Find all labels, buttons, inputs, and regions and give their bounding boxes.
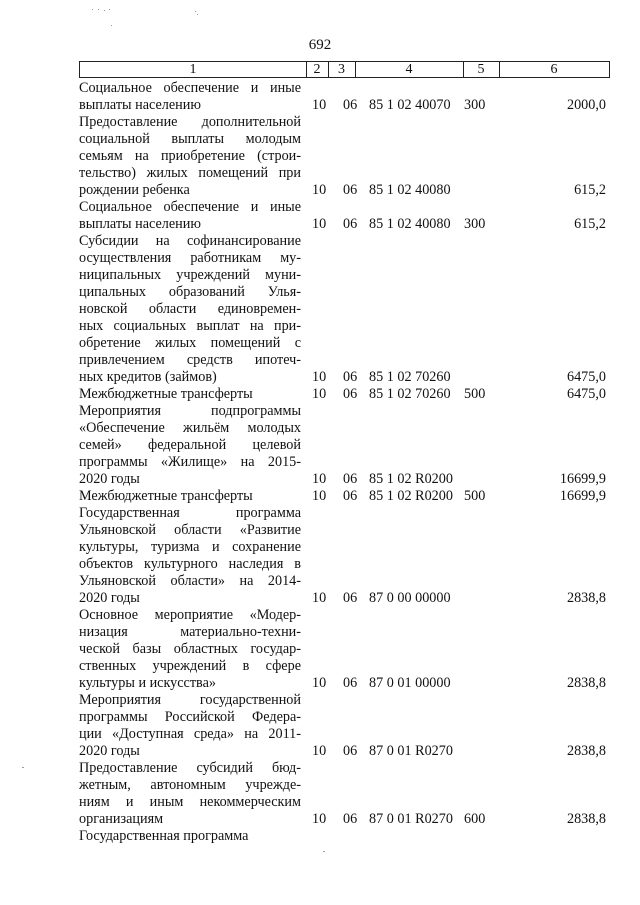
section-code: 10 [312, 488, 327, 504]
speck [323, 851, 325, 852]
page-number: 692 [308, 37, 332, 53]
table-row [79, 607, 619, 692]
amount: 2838,8 [566, 743, 606, 759]
description-line: жетным, автономным учрежде- [79, 777, 301, 793]
amount: 2838,8 [566, 590, 606, 606]
description-line: выплаты населению [79, 97, 201, 113]
subsection-code: 06 [343, 590, 358, 606]
table-row [79, 488, 619, 505]
subsection-code: 06 [343, 743, 358, 759]
subsection-code: 06 [343, 369, 358, 385]
description-line: семьям на приобретение (строи- [79, 148, 301, 164]
description-line: Государственная программа [79, 828, 249, 844]
description-line: организациям [79, 811, 164, 827]
description-line: Мероприятия подпрограммы [79, 403, 301, 419]
description-line: Государственная программа [79, 505, 301, 521]
target-article-code: 85 1 02 40070 [369, 97, 451, 113]
description-line: Межбюджетные трансферты [79, 488, 253, 504]
target-article-code: 87 0 01 R0270 [369, 743, 453, 759]
description-line: ческой базы областных государ- [79, 641, 301, 657]
amount: 6475,0 [566, 369, 606, 385]
description-line: культуры и искусства» [79, 675, 216, 691]
row-description [79, 233, 301, 386]
section-code: 10 [312, 471, 327, 487]
description-line: Межбюджетные трансферты [79, 386, 253, 402]
description-line: объектов культурного наследия в [79, 556, 301, 572]
description-line: ниципальных учреждений муни- [79, 267, 301, 283]
speck [98, 9, 99, 10]
table-row [79, 828, 619, 845]
description-line: Социальное обеспечение и иные [79, 80, 301, 96]
subsection-code: 06 [343, 471, 358, 487]
header-col-1: 1 [189, 62, 197, 77]
description-line: Социальное обеспечение и иные [79, 199, 301, 215]
amount: 615,2 [574, 216, 606, 232]
section-code: 10 [312, 386, 327, 402]
description-line: ных кредитов (займов) [79, 369, 217, 385]
header-col-5: 5 [477, 62, 485, 77]
description-line: социальной выплаты молодым [79, 131, 301, 147]
target-article-code: 85 1 02 R0200 [369, 471, 453, 487]
description-line: программы Российской Федера- [79, 709, 301, 725]
speck [92, 9, 93, 10]
speck [22, 767, 24, 768]
table-row [79, 505, 619, 607]
table-header [79, 61, 610, 78]
target-article-code: 87 0 01 00000 [369, 675, 451, 691]
table-row [79, 692, 619, 760]
description-line: Основное мероприятие «Модер- [79, 607, 301, 623]
section-code: 10 [312, 369, 327, 385]
section-code: 10 [312, 743, 327, 759]
description-line: семей» федеральной целевой [79, 437, 301, 453]
amount: 2838,8 [566, 675, 606, 691]
subsection-code: 06 [343, 811, 358, 827]
description-line: программы «Жилище» на 2015- [79, 454, 301, 470]
description-line: «Обеспечение жильём молодых [79, 420, 301, 436]
amount: 615,2 [574, 182, 606, 198]
target-article-code: 85 1 02 70260 [369, 369, 451, 385]
target-article-code: 85 1 02 R0200 [369, 488, 453, 504]
description-line: 2020 годы [79, 743, 140, 759]
description-line: Ульяновской области «Развитие [79, 522, 301, 538]
amount: 2838,8 [566, 811, 606, 827]
description-line: 2020 годы [79, 471, 140, 487]
description-line: выплаты населению [79, 216, 201, 232]
description-line: Мероприятия государственной [79, 692, 301, 708]
target-article-code: 85 1 02 40080 [369, 216, 451, 232]
speck [104, 10, 105, 11]
description-line: новской области единовремен- [79, 301, 301, 317]
subsection-code: 06 [343, 386, 358, 402]
header-col-3: 3 [338, 62, 345, 77]
amount: 16699,9 [559, 488, 606, 504]
description-line: ции «Доступная среда» на 2011- [79, 726, 301, 742]
description-line: ных социальных выплат на при- [79, 318, 301, 334]
section-code: 10 [312, 182, 327, 198]
speck [197, 14, 198, 15]
speck [109, 9, 110, 10]
table-row [79, 80, 619, 114]
section-code: 10 [312, 216, 327, 232]
section-code: 10 [312, 590, 327, 606]
description-line: культуры, туризма и сохранение [79, 539, 301, 555]
section-code: 10 [312, 811, 327, 827]
description-line: низация материально-техни- [79, 624, 301, 640]
table-row [79, 114, 619, 199]
target-article-code: 87 0 01 R0270 [369, 811, 453, 827]
header-col-6: 6 [550, 62, 558, 77]
description-line: ниям и иным некоммерческим [79, 794, 301, 810]
expense-type-code: 600 [464, 811, 486, 827]
table-row [79, 233, 619, 386]
header-col-4: 4 [405, 62, 413, 77]
table-row [79, 760, 619, 828]
description-line: ципальных образований Улья- [79, 284, 301, 300]
target-article-code: 85 1 02 40080 [369, 182, 451, 198]
subsection-code: 06 [343, 675, 358, 691]
section-code: 10 [312, 675, 327, 691]
description-line: ственных учреждений в сфере [79, 658, 301, 674]
description-line: тельство) жилых помещений при [79, 165, 301, 181]
amount: 16699,9 [559, 471, 606, 487]
description-line: осуществления работникам му- [79, 250, 301, 266]
section-code: 10 [312, 97, 327, 113]
description-line: 2020 годы [79, 590, 140, 606]
subsection-code: 06 [343, 216, 358, 232]
description-line: Субсидии на софинансирование [79, 233, 301, 249]
description-line: Предоставление субсидий бюд- [79, 760, 301, 776]
subsection-code: 06 [343, 488, 358, 504]
subsection-code: 06 [343, 182, 358, 198]
expense-type-code: 300 [464, 216, 486, 232]
expense-type-code: 500 [464, 488, 486, 504]
target-article-code: 85 1 02 70260 [369, 386, 451, 402]
table-row [79, 199, 619, 233]
amount: 6475,0 [566, 386, 606, 402]
description-line: Ульяновской области» на 2014- [79, 573, 301, 589]
target-article-code: 87 0 00 00000 [369, 590, 451, 606]
table-row [79, 386, 619, 403]
description-line: Предоставление дополнительной [79, 114, 301, 130]
table-body [79, 80, 619, 845]
description-line: рождении ребенка [79, 182, 190, 198]
subsection-code: 06 [343, 97, 358, 113]
header-col-2: 2 [313, 62, 321, 77]
expense-type-code: 300 [464, 97, 486, 113]
speck [111, 25, 112, 26]
table-row [79, 403, 619, 488]
description-line: обретение жилых помещений с [79, 335, 301, 351]
speck [195, 11, 196, 12]
description-line: привлечением средств ипотеч- [79, 352, 301, 368]
amount: 2000,0 [566, 97, 606, 113]
expense-type-code: 500 [464, 386, 486, 402]
